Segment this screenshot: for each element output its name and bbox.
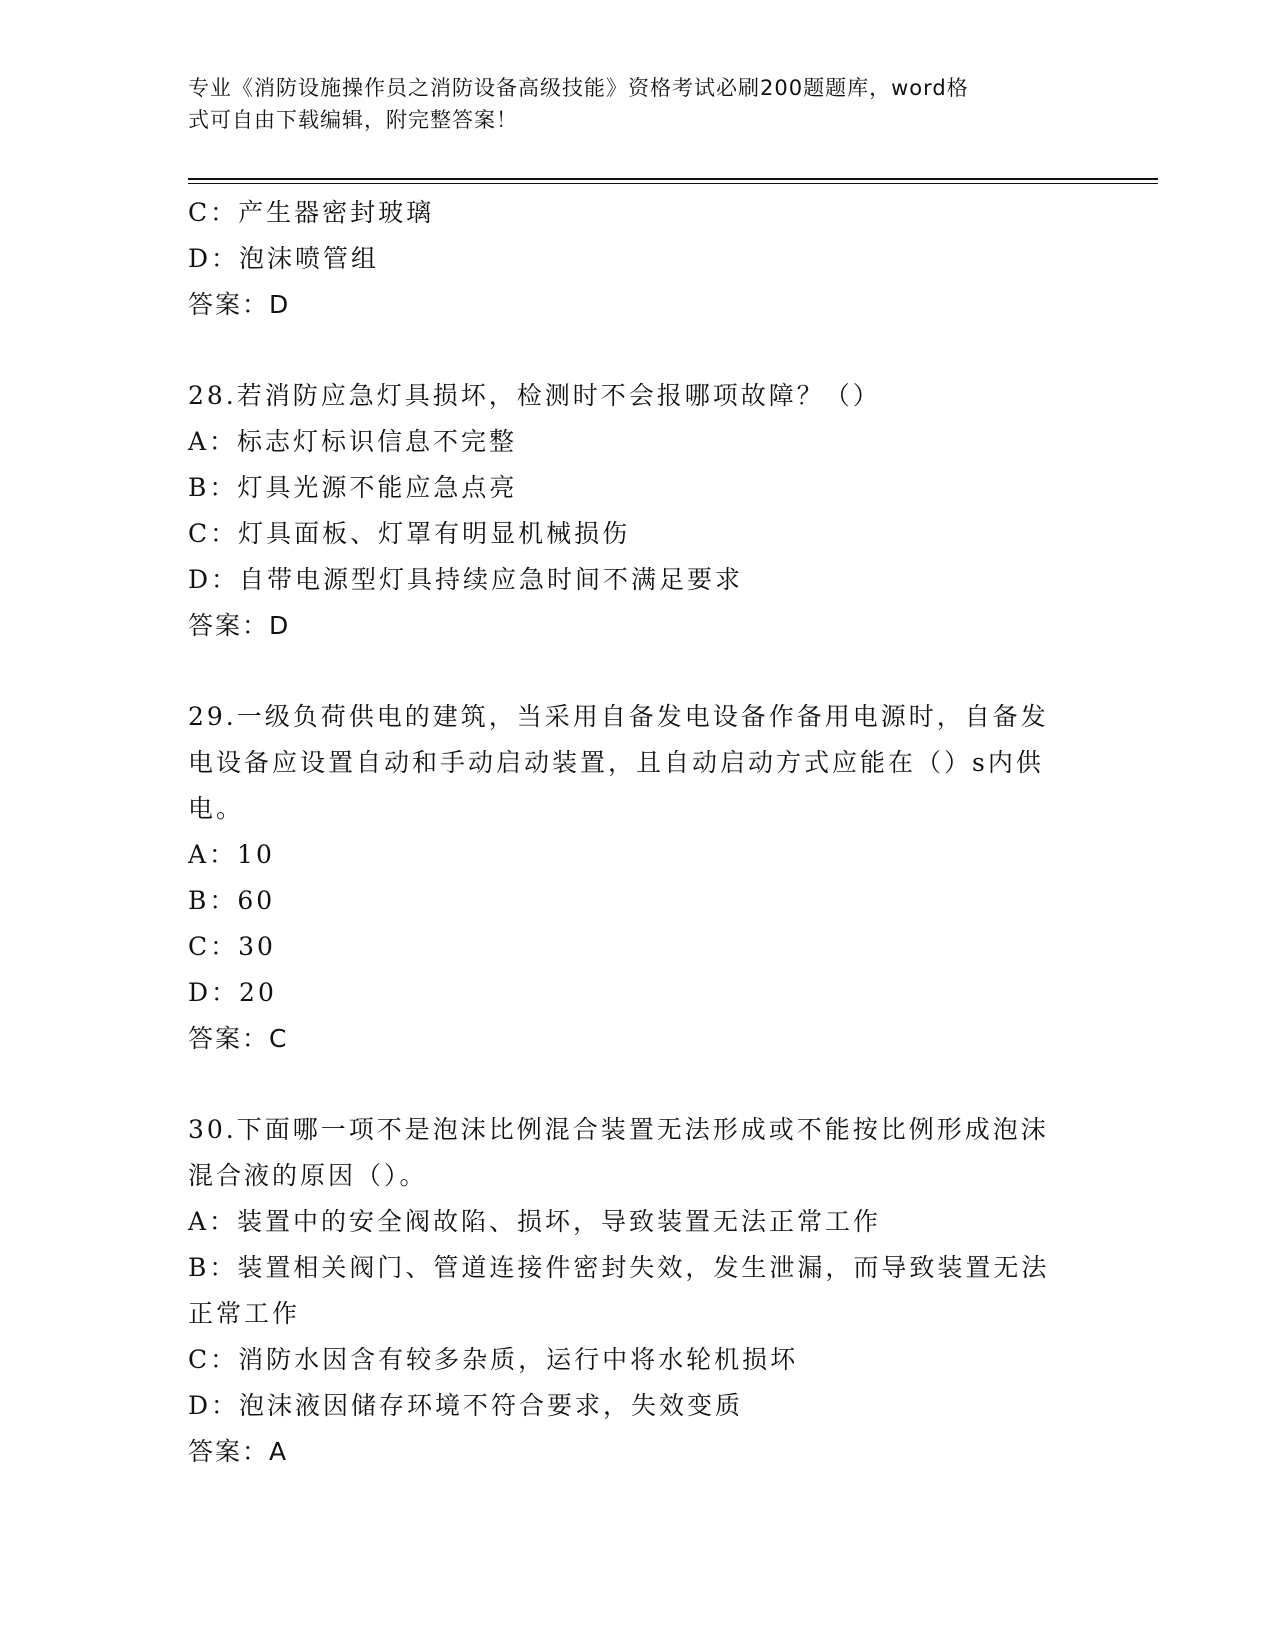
option-c: C：产生器密封玻璃	[188, 198, 435, 227]
answer: 答案：D	[188, 611, 291, 640]
spacer	[188, 328, 1088, 373]
answer: 答案：D	[188, 290, 291, 319]
option-d: D：泡沫液因储存环境不符合要求，失效变质	[188, 1391, 744, 1420]
answer: 答案：C	[188, 1024, 289, 1053]
option-b-line-1: B：装置相关阀门、管道连接件密封失效，发生泄漏，而导致装置无法	[188, 1253, 1050, 1282]
option-d: D：20	[188, 978, 277, 1007]
question-list	[188, 190, 1088, 1475]
question-27-remainder	[188, 190, 1088, 328]
option-d: D：自带电源型灯具持续应急时间不满足要求	[188, 565, 744, 594]
question-30	[188, 1107, 1088, 1475]
question-stem-line-1: 30.下面哪一项不是泡沫比例混合装置无法形成或不能按比例形成泡沫	[188, 1115, 1049, 1144]
question-stem: 28.若消防应急灯具损坏，检测时不会报哪项故障？（）	[188, 381, 881, 410]
question-stem-line-1: 29.一级负荷供电的建筑，当采用自备发电设备作备用电源时，自备发	[188, 702, 1049, 731]
header-divider-thick	[188, 178, 1158, 180]
option-a: A：标志灯标识信息不完整	[188, 427, 518, 456]
option-d: D：泡沫喷管组	[188, 244, 380, 273]
question-stem-line-2: 电设备应设置自动和手动启动装置，且自动启动方式应能在（）s内供	[188, 748, 1044, 777]
question-stem-line-2: 混合液的原因（）。	[188, 1161, 428, 1190]
option-c: C：30	[188, 932, 276, 961]
question-28	[188, 373, 1088, 649]
spacer	[188, 1062, 1088, 1107]
question-29	[188, 694, 1088, 1062]
option-b: B：灯具光源不能应急点亮	[188, 473, 518, 502]
spacer	[188, 649, 1088, 694]
document-header	[188, 72, 1068, 136]
header-title-line-1: 专业《消防设施操作员之消防设备高级技能》资格考试必刷200题题库，word格	[188, 76, 969, 100]
option-b-line-2: 正常工作	[188, 1299, 301, 1328]
option-a: A：装置中的安全阀故陷、损坏，导致装置无法正常工作	[188, 1207, 882, 1236]
option-c: C：灯具面板、灯罩有明显机械损伤	[188, 519, 631, 548]
question-stem-line-3: 电。	[188, 794, 245, 823]
header-title-line-2: 式可自由下载编辑，附完整答案！	[188, 108, 518, 132]
option-c: C：消防水因含有较多杂质，运行中将水轮机损坏	[188, 1345, 799, 1374]
answer: 答案：A	[188, 1437, 289, 1466]
option-a: A：10	[188, 840, 275, 869]
header-divider-thin	[188, 183, 1158, 184]
option-b: B：60	[188, 886, 276, 915]
